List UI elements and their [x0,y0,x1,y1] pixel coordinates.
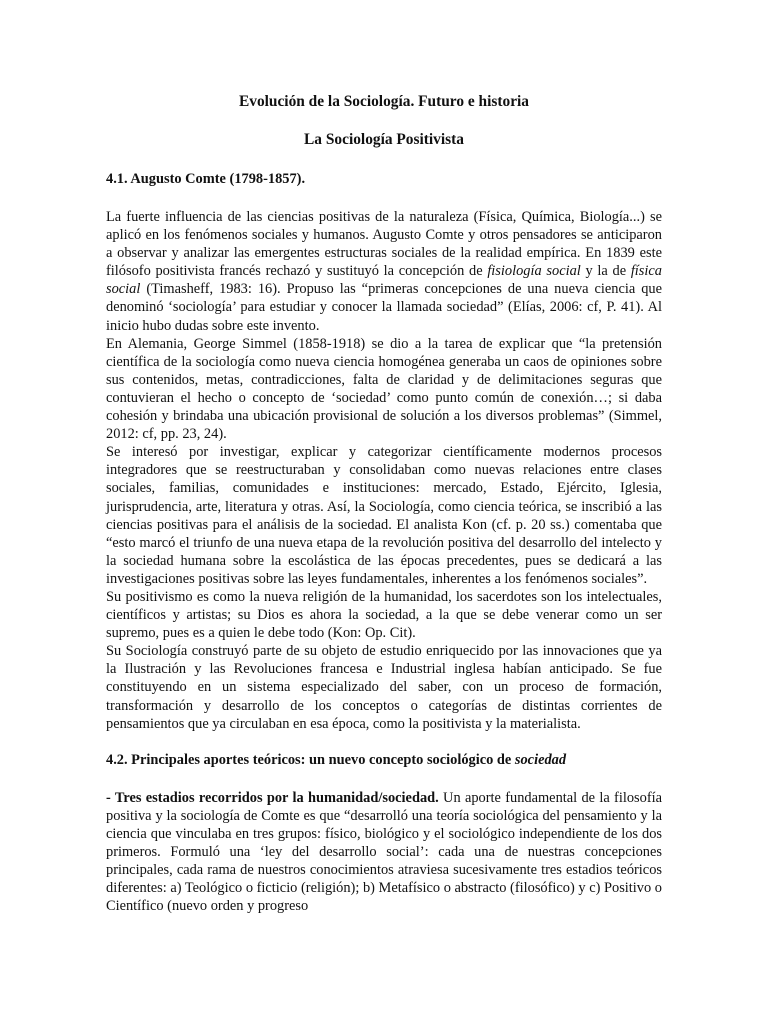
paragraph-three-stages [106,789,662,916]
paragraph-simmel: En Alemania, George Simmel (1858-1918) se dio a la tarea de explicar que “la pretensión científica de la sociología como nueva ciencia homogénea generaba un caos de opiniones sobre sus contenidos, metas, contradicciones, falta de claridad y de delimitaciones seguras que contuvieran el hecho o concepto de ‘sociedad’ como punto común de conexión…; si daba cohesión y brindaba una ubicación provisional de solución a los diversos problemas” (Simmel, 2012: cf, pp. 23, 24). [106,335,662,443]
text-run: La fuerte influencia de las ciencias positivas de la naturaleza (Física, Química, Biología...) se aplicó en los fenómenos sociales y humanos. Augusto Comte y otros pensadores se anticiparon a observar y analizar las emergentes estructuras sociales de la realidad empírica. En 1839 este filósofo positivista francés rechazó y sustituyó la concepción de [106,209,662,280]
paragraph-comte-intro [106,208,662,335]
document-subtitle: La Sociología Positivista [304,131,464,148]
heading-text: 4.2. Principales aportes teóricos: un nuevo concepto sociológico de [106,751,515,768]
section-heading-4-2 [106,751,662,769]
paragraph-positivism-religion: Su positivismo es como la nueva religión de la humanidad, los sacerdotes son los intelectuales, científicos y artistas; su Dios es ahora la sociedad, a la que se debe venerar como un ser supremo, pues es a quien le debe todo (Kon: Op. Cit). [106,588,662,642]
document-title: Evolución de la Sociología. Futuro e historia [238,93,530,110]
bold-lead-in: - Tres estadios recorridos por la humanidad/sociedad. [106,789,439,806]
heading-italic-term: sociedad [514,751,567,768]
italic-term: fisiología social [487,263,581,280]
section-heading-4-1: 4.1. Augusto Comte (1798-1857). [106,171,306,187]
italic-term: física social [106,263,662,298]
paragraph-integration-processes: Se interesó por investigar, explicar y categorizar científicamente modernos procesos integradores que se reestructuraban y consolidaban como nuevas relaciones entre clases sociales, familias, comunidades e instituciones: mercado, Estado, Ejército, Iglesia, jurisprudencia, arte, literatura y otras. Así, la Sociología, como ciencia teórica, se inscribió a las ciencias positivas para el análisis de la sociedad. El analista Kon (cf. p. 20 ss.) comentaba que “esto marcó el triunfo de una nueva etapa de la revolución positiva del desarrollo del intelecto y la sociedad humana sobre la escolástica de las épocas precedentes, pues se dedicará a las investigaciones positivas sobre las leyes fundamentales, inherentes a los fenómenos sociales”. [106,444,662,587]
text-run: Un aporte fundamental de la filosofía positiva y la sociología de Comte es que “desarrolló una teoría sociológica del pensamiento y la ciencia que vinculaba en tres grupos: físico, biológico y el sociológico independiente de los dos primeros. Formuló una ‘ley del desarrollo social’: cada una de nuestras concepciones principales, cada rama de nuestros conocimientos atraviesa sucesivamente tres estadios teóricos diferentes: a) Teológico o ficticio (religión); b) Metafísico o abstracto (filosófico) y c) Positivo o Científico (nuevo orden y progreso [106,789,662,915]
text-run: y la de [580,263,631,280]
text-run: (Timasheff, 1983: 16). Propuso las “primeras concepciones de una nueva ciencia que denominó ‘sociología’ para estudiar y conocer la llamada sociedad” (Elías, 2006: cf, P. 41). Al inicio hubo dudas sobre este invento. [106,281,662,334]
paragraph-object-of-study: Su Sociología construyó parte de su objeto de estudio enriquecido por las innovaciones que ya la Ilustración y las Revoluciones francesa e Industrial inglesa habían anticipado. Se fue constituyendo en un sistema especializado del saber, con un proceso de formación, transformación y desarrollo de los conceptos o categorías de distintas corrientes de pensamientos que ya circulaban en esa época, como la positivista y la materialista. [106,643,662,732]
